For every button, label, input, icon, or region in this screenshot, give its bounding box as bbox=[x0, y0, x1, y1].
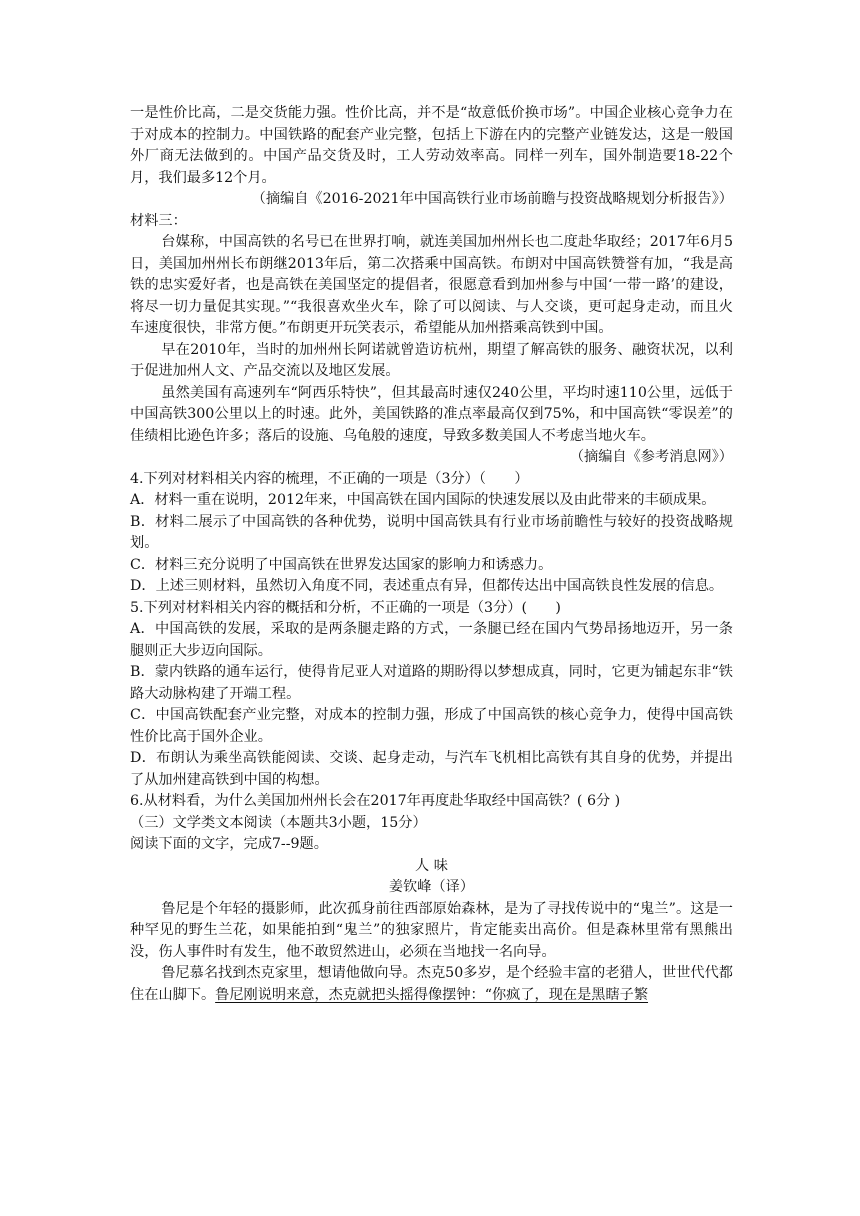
material3-label: 材料三： bbox=[130, 212, 187, 229]
exam-page bbox=[130, 103, 733, 1006]
question-5-option-b: B．蒙内铁路的通车运行，使得肯尼亚人对道路的期盼得以梦想成真，同时，它更为铺起东非“铁路大动脉构建了开端工程。 bbox=[130, 664, 733, 702]
question-4-option-a: A．材料一重在说明，2012年来，中国高铁在国内国际的快速发展以及由此带来的丰硕成果。 bbox=[130, 492, 716, 508]
question-4-option-c: C．材料三充分说明了中国高铁在世界发达国家的影响力和诱惑力。 bbox=[130, 556, 553, 573]
question-5-stem: 5.下列对材料相关内容的概括和分析，不正确的一项是（3分）( ) bbox=[130, 599, 561, 616]
section-3-instruction: 阅读下面的文字，完成7--9题。 bbox=[130, 836, 328, 852]
section-3-heading: （三）文学类文本阅读（本题共3小题，15分） bbox=[130, 814, 427, 831]
question-5-option-a: A．中国高铁的发展，采取的是两条腿走路的方式，一条腿已经在国内气势昂扬地迈开，另一条腿则正大步迈向国际。 bbox=[130, 621, 733, 659]
story-paragraph-2-text: 鲁尼慕名找到杰克家里，想请他做向导。杰克50多岁，是个经验丰富的老猎人，世世代代都住在山脚下。 bbox=[130, 965, 733, 1003]
material2-tail: 一是性价比高，二是交货能力强。性价比高，并不是“故意低价换市场”。中国企业核心竞争力在于对成本的控制力。中国铁路的配套产业完整，包括上下游在内的完整产业链发达，这是一般国外厂商无法做到的。中国产品交货及时，工人劳动效率高。同样一列车，国外制造要18-22个月，我们最多12个月。 bbox=[130, 105, 733, 186]
question-4-option-b: B．材料二展示了中国高铁的各种优势，说明中国高铁具有行业市场前瞻性与较好的投资战略规划。 bbox=[130, 513, 733, 551]
question-4-option-d: D．上述三则材料，虽然切入角度不同，表述重点有异，但都传达出中国高铁良性发展的信息。 bbox=[130, 578, 724, 594]
story-paragraph-2 bbox=[130, 963, 733, 1006]
material3-paragraph-1: 台媒称，中国高铁的名号已在世界打响，就连美国加州州长也二度赴华取经；2017年6月5日，美国加州州长布朗继2013年后，第二次搭乘中国高铁。布朗对中国高铁赞誉有加，“我是高铁的忠实爱好者，也是高铁在美国坚定的提倡者，很愿意看到加州参与中国‘一带一路’的建设，将尽一切力量促其实现。”“我很喜欢坐火车，除了可以阅读、与人交谈，更可起身走动，而且火车速度很快，非常方便。”布朗更开玩笑表示，希望能从加州搭乘高铁到中国。 bbox=[130, 234, 733, 336]
material3-paragraph-3: 虽然美国有高速列车“阿西乐特快”，但其最高时速仅240公里，平均时速110公里，远低于中国高铁300公里以上的时速。此外，美国铁路的准点率最高仅到75%，和中国高铁“零误差”的佳绩相比逊色许多；落后的设施、乌龟般的速度，导致多数美国人不考虑当地火车。 bbox=[130, 384, 733, 444]
story-paragraph-1: 鲁尼是个年轻的摄影师，此次孤身前往西部原始森林，是为了寻找传说中的“鬼兰”。这是一种罕见的野生兰花，如果能拍到“鬼兰”的独家照片，肯定能卖出高价。但是森林里常有黑熊出没，伤人事件时有发生，他不敢贸然进山，必须在当地找一名向导。 bbox=[130, 900, 733, 960]
question-5-option-d: D．布朗认为乘坐高铁能阅读、交谈、起身走动，与汽车飞机相比高铁有其自身的优势，并提出了从加州建高铁到中国的构想。 bbox=[130, 750, 733, 788]
story-paragraph-2-underlined: 鲁尼刚说明来意，杰克就把头摇得像摆钟：“你疯了，现在是黑瞎子繁 bbox=[215, 986, 649, 1003]
story-author: 姜钦峰（译） bbox=[388, 879, 475, 895]
question-6: 6.从材料看，为什么美国加州州长会在2017年再度赴华取经中国高铁？( 6分 ) bbox=[130, 793, 621, 809]
story-title: 人 味 bbox=[415, 857, 448, 874]
material3-source: （摘编自《参考消息网》） bbox=[569, 449, 733, 465]
material2-source: （摘编自《2016-2021年中国高铁行业市场前瞻与投资战略规划分析报告》） bbox=[251, 191, 733, 207]
question-4-stem: 4.下列对材料相关内容的梳理，不正确的一项是（3分）（ ） bbox=[130, 470, 529, 487]
question-5-option-c: C．中国高铁配套产业完整，对成本的控制力强，形成了中国高铁的核心竞争力，使得中国高铁性价比高于国外企业。 bbox=[130, 707, 733, 745]
material3-paragraph-2: 早在2010年，当时的加州州长阿诺就曾造访杭州，期望了解高铁的服务、融资状况，以利于促进加州人文、产品交流以及地区发展。 bbox=[130, 341, 733, 379]
